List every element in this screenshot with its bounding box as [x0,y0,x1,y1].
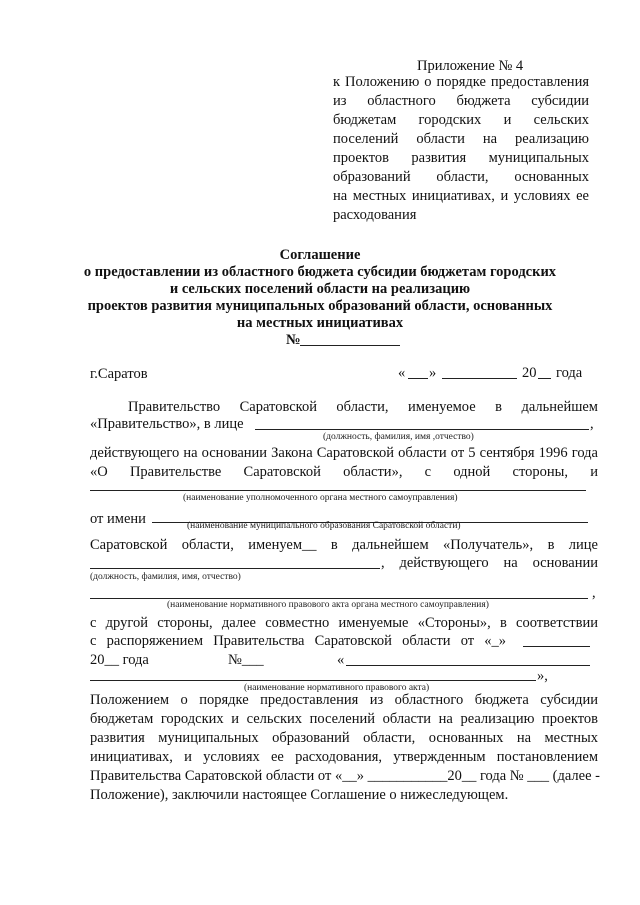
appendix-line: к Положению о порядке предоставления [333,74,589,90]
agreement-subtitle-line: на местных инициативах [236,315,404,331]
appendix-line: образований области, основанных [333,169,589,185]
agreement-number-blank[interactable] [300,345,400,346]
date-day-blank[interactable] [408,378,428,379]
p3-number: №___ [228,652,264,668]
caption-legal-act: (наименование нормативного правового акта) [244,683,430,693]
p4-line: Правительства Саратовской области от «__» ___________20__ года № ___ (далее - [90,768,600,784]
p2-line-suffix: , действующего на основании [381,555,598,571]
agreement-subtitle-line: проектов развития муниципальных образований области, основанных [87,298,553,314]
appendix-line: на местных инициативах, и условиях ее [333,188,589,204]
authority-name-blank[interactable] [90,490,586,491]
caption-municipality: (наименование муниципального образования Саратовской области) [187,521,461,531]
agreement-number-label: № [286,332,301,348]
agreement-subtitle-line: о предоставлении из областного бюджета субсидии бюджетам городских [83,264,557,280]
p1-line: Правительство Саратовской области, именуемое в дальнейшем [128,399,598,415]
decree-title-blank[interactable] [346,665,590,666]
p3-close-quote: », [537,668,548,684]
date-close-quote: » [429,365,437,381]
p4-line: Положение), заключили настоящее Соглашение о нижеследующем. [90,787,509,803]
p1-line: «О Правительстве Саратовской области», с одной стороны, и [90,464,598,480]
date-open-quote: « [398,365,406,381]
date-year-prefix: 20 [522,365,537,381]
decree-title-blank-continued[interactable] [90,680,536,681]
appendix-line: поселений области на реализацию [333,131,589,147]
p1-line: действующего на основании Закона Саратовской области от 5 сентября 1996 года [90,445,598,461]
caption-position: (должность, фамилия, имя ,отчество) [323,432,474,442]
appendix-line: из областного бюджета субсидии [333,93,589,109]
p4-line: бюджетам городских и сельских поселений области на реализацию проектов [90,711,598,727]
recipient-representative-blank[interactable] [90,568,380,569]
p4-line: инициативах, и условиях ее расходования, утвержденным постановлением [90,749,598,765]
agreement-title: Соглашение [279,247,361,263]
agreement-subtitle-line: и сельских поселений области на реализацию [169,281,471,297]
p3-year: 20__ года [90,652,149,668]
city: г.Саратов [90,366,148,382]
date-year-blank[interactable] [538,378,551,379]
caption-act: (наименование нормативного правового акта органа местного самоуправления) [167,600,489,610]
date-year-suffix: года [556,365,583,381]
decree-date-blank[interactable] [523,646,590,647]
p4-line: развития муниципальных образований области, основанных на местных [90,730,598,746]
p1-line-prefix: «Правительство», в лице [90,416,244,432]
p3-line: с другой стороны, далее совместно именуемые «Стороны», в соответствии [90,615,598,631]
on-behalf-label: от имени [90,511,146,527]
date-month-blank[interactable] [442,378,517,379]
p2-line-comma: , [592,585,596,601]
p3-line-prefix: с распоряжением Правительства Саратовской области от «_» [90,633,506,649]
municipal-act-blank[interactable] [90,598,588,599]
appendix-line: расходования [333,207,417,223]
appendix-title: Приложение № 4 [417,58,524,74]
p2-line: Саратовской области, именуем__ в дальнейшем «Получатель», в лице [90,537,598,553]
caption-person: (должность, фамилия, имя, отчество) [90,572,241,582]
caption-authority: (наименование уполномоченного органа местного самоуправления) [183,493,458,503]
p1-line-comma: , [590,416,594,432]
p4-line: Положением о порядке предоставления из областного бюджета субсидии [90,692,598,708]
appendix-line: бюджетам городских и сельских [333,112,589,128]
appendix-line: проектов развития муниципальных [333,150,589,166]
government-representative-blank[interactable] [255,429,589,430]
p3-open-quote: « [337,652,345,668]
